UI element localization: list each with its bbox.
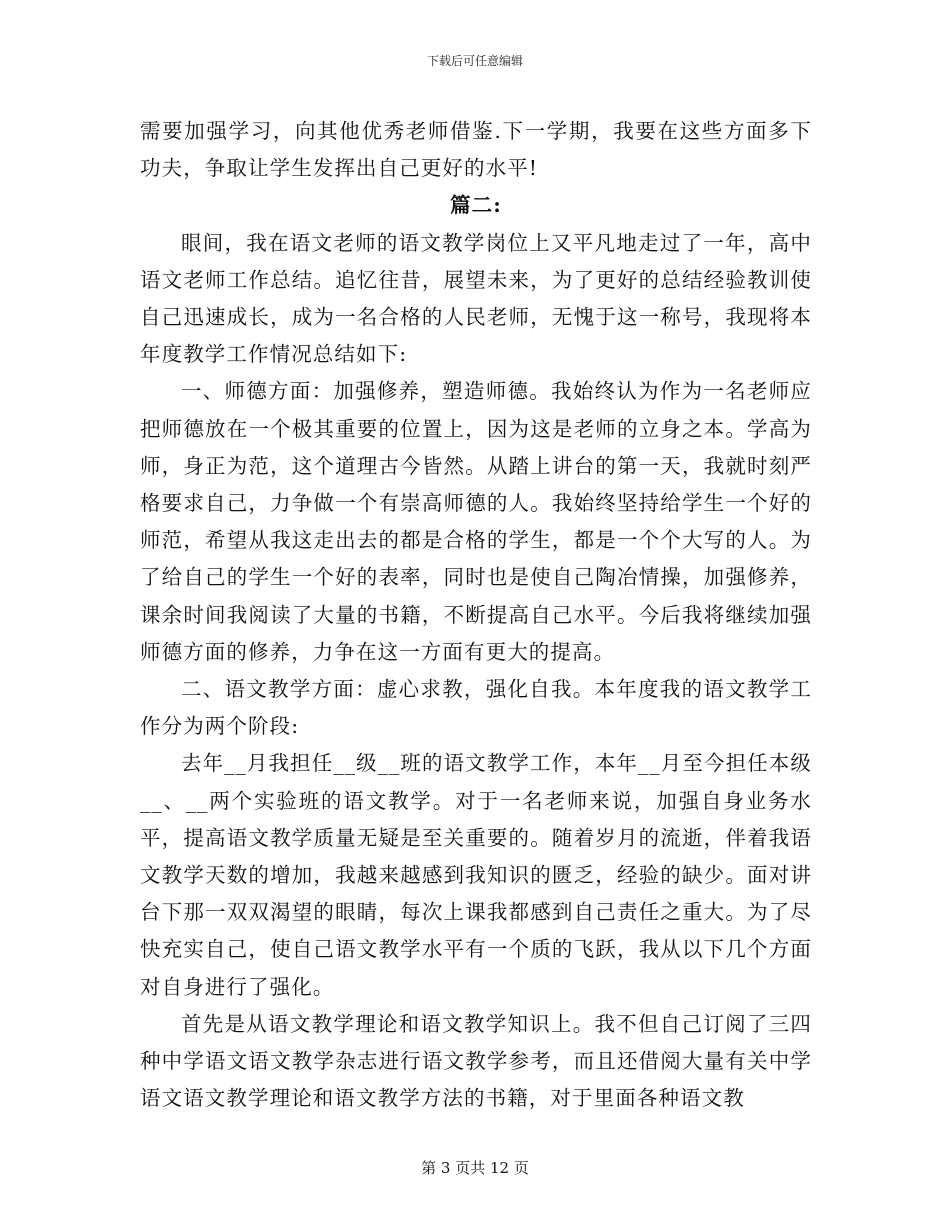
page-number: 第 3 页共 12 页 <box>421 1159 529 1177</box>
paragraph-stages: 去年__月我担任__级__班的语文教学工作，本年__月至今担任本级__、__两个实验班的语文教学。对于一名老师来说，加强自身业务水平，提高语文教学质量无疑是至关重要的。随着岁月的流逝，伴着我语文教学天数的增加，我越来越感到我知识的匮乏，经验的缺少。面对讲台下那一双双渴望的眼睛，每次上课我都感到自己责任之重大。为了尽快充实自己，使自己语文教学水平有一个质的飞跃，我从以下几个方面对自身进行了强化。 <box>140 751 812 999</box>
paragraph-intro: 眼间，我在语文老师的语文教学岗位上又平凡地走过了一年，高中语文老师工作总结。追忆往昔，展望未来，为了更好的总结经验教训使自己迅速成长，成为一名合格的人民老师，无愧于这一称号，我现将本年度教学工作情况总结如下: <box>140 230 812 367</box>
paragraph-ethics: 一、师德方面：加强修养，塑造师德。我始终认为作为一名老师应把师德放在一个极其重要的位置上，因为这是老师的立身之本。学高为师，身正为范，这个道理古今皆然。从踏上讲台的第一天，我就时刻严格要求自己，力争做一个有崇高师德的人。我始终坚持给学生一个好的师范，希望从我这走出去的都是合格的学生，都是一个个大写的人。为了给自己的学生一个好的表率，同时也是使自己陶冶情操，加强修养，课余时间我阅读了大量的书籍，不断提高自己水平。今后我将继续加强师德方面的修养，力争在这一方面有更大的提高。 <box>140 379 812 664</box>
paragraph-theory: 首先是从语文教学理论和语文教学知识上。我不但自己订阅了三四种中学语文语文教学杂志进行语文教学参考，而且还借阅大量有关中学语文语文教学理论和语文教学方法的书籍，对于里面各种语文教 <box>140 1011 812 1111</box>
paragraph-teaching: 二、语文教学方面：虚心求教，强化自我。本年度我的语文教学工作分为两个阶段: <box>140 677 812 739</box>
document-body <box>140 113 812 1117</box>
section-title: 篇二: <box>450 193 502 218</box>
continuation-paragraph: 需要加强学习，向其他优秀老师借鉴.下一学期，我要在这些方面多下功夫，争取让学生发挥出自己更好的水平! <box>140 119 812 181</box>
page-header: 下载后可任意编辑 <box>426 54 523 68</box>
